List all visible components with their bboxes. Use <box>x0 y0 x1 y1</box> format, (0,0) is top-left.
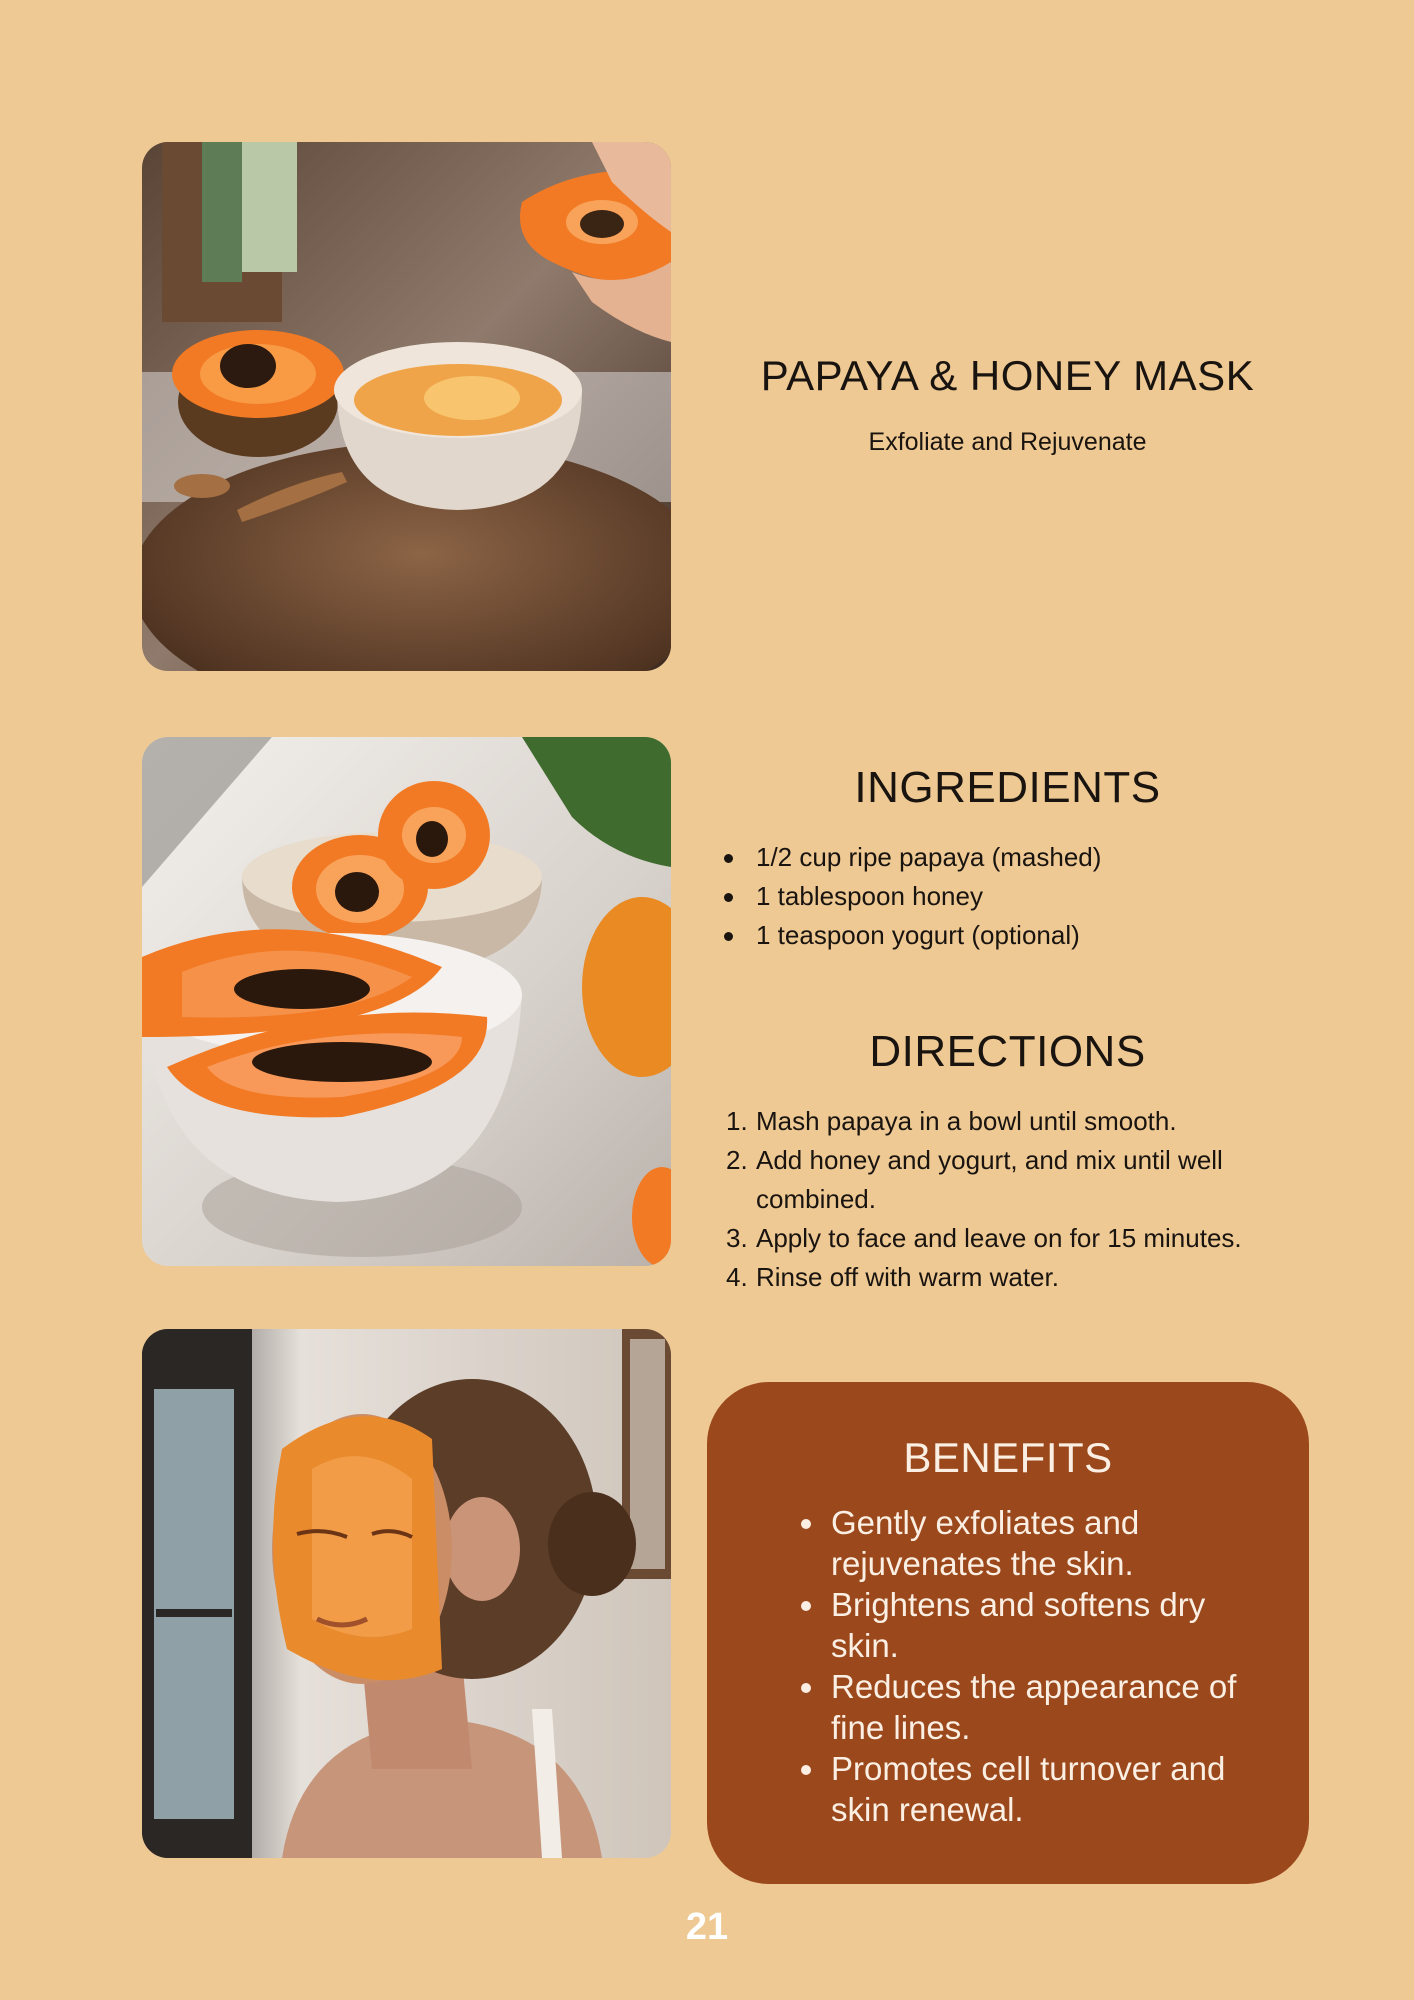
step-text: Mash papaya in a bowl until smooth. <box>756 1106 1177 1136</box>
benefits-list <box>831 1502 1271 1830</box>
step-text: Apply to face and leave on for 15 minutes. <box>756 1223 1242 1253</box>
step-text: Rinse off with warm water. <box>756 1262 1059 1292</box>
direction-step <box>726 1141 1326 1219</box>
ingredients-heading: INGREDIENTS <box>854 763 1161 812</box>
direction-step <box>726 1258 1326 1297</box>
direction-step <box>726 1102 1326 1141</box>
benefit-item: Brightens and softens dry skin. <box>831 1584 1271 1666</box>
woman-face-mask-photo <box>142 1329 671 1858</box>
direction-step <box>726 1219 1326 1258</box>
directions-heading: DIRECTIONS <box>869 1027 1146 1076</box>
step-number: 2. <box>726 1145 748 1175</box>
directions-list <box>726 1102 1326 1297</box>
ingredient-item: 1/2 cup ripe papaya (mashed) <box>718 838 1318 877</box>
step-number: 1. <box>726 1106 748 1136</box>
page-number: 21 <box>685 1906 729 1948</box>
benefits-panel <box>707 1382 1309 1884</box>
benefit-item: Reduces the appearance of fine lines. <box>831 1666 1271 1748</box>
recipe-title: PAPAYA & HONEY MASK <box>760 352 1255 399</box>
step-number: 3. <box>726 1223 748 1253</box>
benefit-item: Gently exfoliates and rejuvenates the skin. <box>831 1502 1271 1584</box>
papaya-halves-photo <box>142 737 671 1266</box>
benefits-heading: BENEFITS <box>903 1434 1113 1481</box>
recipe-subtitle: Exfoliate and Rejuvenate <box>868 428 1147 456</box>
benefit-item: Promotes cell turnover and skin renewal. <box>831 1748 1271 1830</box>
step-number: 4. <box>726 1262 748 1292</box>
step-text: Add honey and yogurt, and mix until well combined. <box>756 1145 1223 1214</box>
ingredient-item: 1 teaspoon yogurt (optional) <box>718 916 1318 955</box>
ingredients-list <box>718 838 1318 955</box>
ingredient-item: 1 tablespoon honey <box>718 877 1318 916</box>
papaya-bowl-photo <box>142 142 671 671</box>
